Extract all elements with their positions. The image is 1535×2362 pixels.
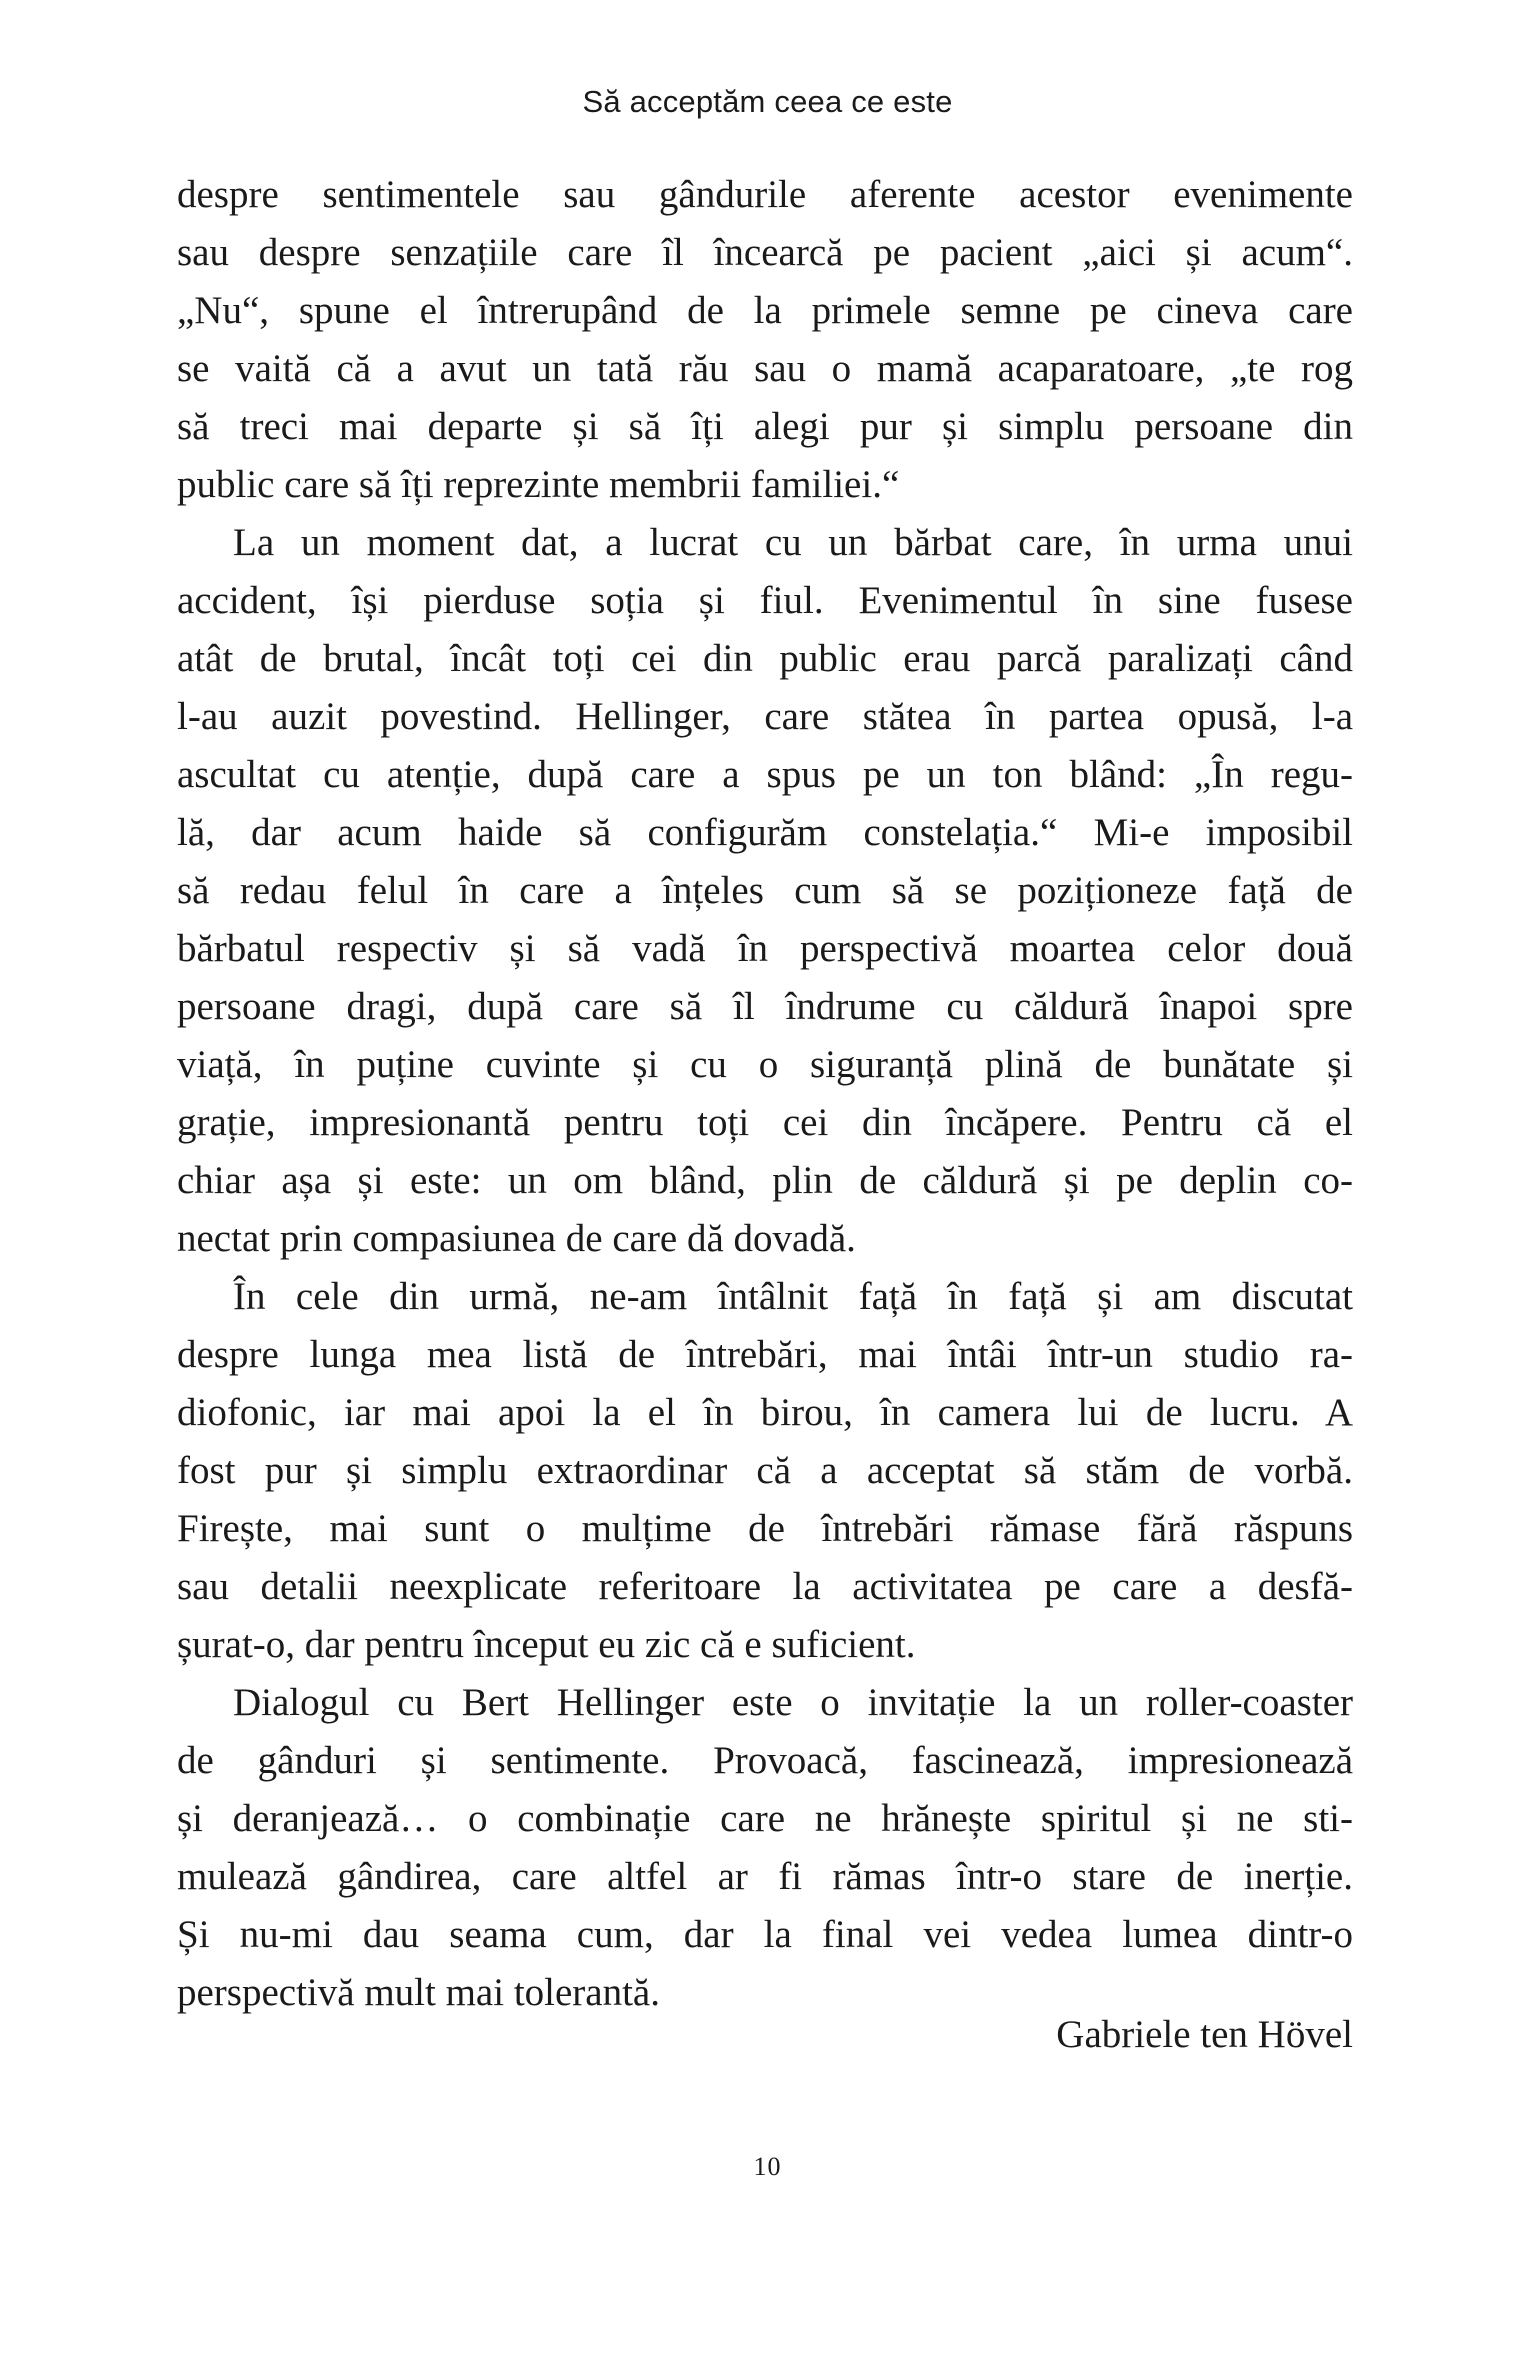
text-line: mulează gândirea, care altfel ar fi rămas într-o stare de inerție. [177, 1855, 1353, 1898]
paragraph [177, 514, 1353, 1268]
text-line: șurat-o, dar pentru început eu zic că e suficient. [177, 1623, 916, 1666]
paragraph [177, 166, 1353, 514]
text-line: să redau felul în care a înțeles cum să se poziționeze față de [177, 869, 1353, 912]
text-line: l-au auzit povestind. Hellinger, care stătea în partea opusă, l-a [177, 695, 1353, 738]
author-signature: Gabriele ten Hövel [1056, 2013, 1353, 2056]
paragraph [177, 1268, 1353, 1674]
text-line: să treci mai departe și să îți alegi pur și simplu persoane din [177, 405, 1353, 448]
text-line: despre lunga mea listă de întrebări, mai întâi într-un studio ra- [177, 1333, 1353, 1376]
text-line: Firește, mai sunt o mulțime de întrebări rămase fără răspuns [177, 1507, 1353, 1550]
text-line: atât de brutal, încât toți cei din public erau parcă paralizați când [177, 637, 1353, 680]
text-line: se vaită că a avut un tată rău sau o mamă acaparatoare, „te rog [177, 347, 1353, 390]
body-text [177, 166, 1353, 2022]
text-line: În cele din urmă, ne-am întâlnit față în față și am discutat [233, 1275, 1353, 1318]
text-line: sau despre senzațiile care îl încearcă pe pacient „aici și acum“. [177, 231, 1353, 274]
text-line: de gânduri și sentimente. Provoacă, fascinează, impresionează [177, 1739, 1353, 1782]
text-line: fost pur și simplu extraordinar că a acceptat să stăm de vorbă. [177, 1449, 1353, 1492]
text-line: public care să îți reprezinte membrii familiei.“ [177, 463, 900, 506]
text-line: ascultat cu atenție, după care a spus pe un ton blând: „În regu- [177, 753, 1353, 796]
running-header: Să acceptăm ceea ce este [582, 84, 953, 119]
text-line: și deranjează… o combinație care ne hrănește spiritul și ne sti- [177, 1797, 1353, 1840]
text-line: viață, în puține cuvinte și cu o siguranță plină de bunătate și [177, 1043, 1353, 1086]
text-line: nectat prin compasiunea de care dă dovadă. [177, 1217, 856, 1260]
text-line: „Nu“, spune el întrerupând de la primele semne pe cineva care [177, 289, 1353, 332]
page-number: 10 [753, 2152, 782, 2181]
text-line: diofonic, iar mai apoi la el în birou, în camera lui de lucru. A [177, 1391, 1353, 1434]
text-line: despre sentimentele sau gândurile aferente acestor evenimente [177, 173, 1353, 216]
text-line: lă, dar acum haide să configurăm constelația.“ Mi-e imposibil [177, 811, 1353, 854]
text-line: Și nu-mi dau seama cum, dar la final vei vedea lumea dintr-o [177, 1913, 1353, 1956]
text-line: sau detalii neexplicate referitoare la activitatea pe care a desfă- [177, 1565, 1353, 1608]
text-line: accident, își pierduse soția și fiul. Evenimentul în sine fusese [177, 579, 1353, 622]
text-line: chiar așa și este: un om blând, plin de căldură și pe deplin co- [177, 1159, 1353, 1202]
text-line: bărbatul respectiv și să vadă în perspectivă moartea celor două [177, 927, 1353, 970]
text-line: perspectivă mult mai tolerantă. [177, 1971, 660, 2014]
paragraph [177, 1674, 1353, 2022]
text-line: La un moment dat, a lucrat cu un bărbat care, în urma unui [233, 521, 1353, 564]
text-line: Dialogul cu Bert Hellinger este o invitație la un roller-coaster [233, 1681, 1353, 1724]
text-line: persoane dragi, după care să îl îndrume cu căldură înapoi spre [177, 985, 1353, 1028]
text-line: grație, impresionantă pentru toți cei din încăpere. Pentru că el [177, 1101, 1353, 1144]
